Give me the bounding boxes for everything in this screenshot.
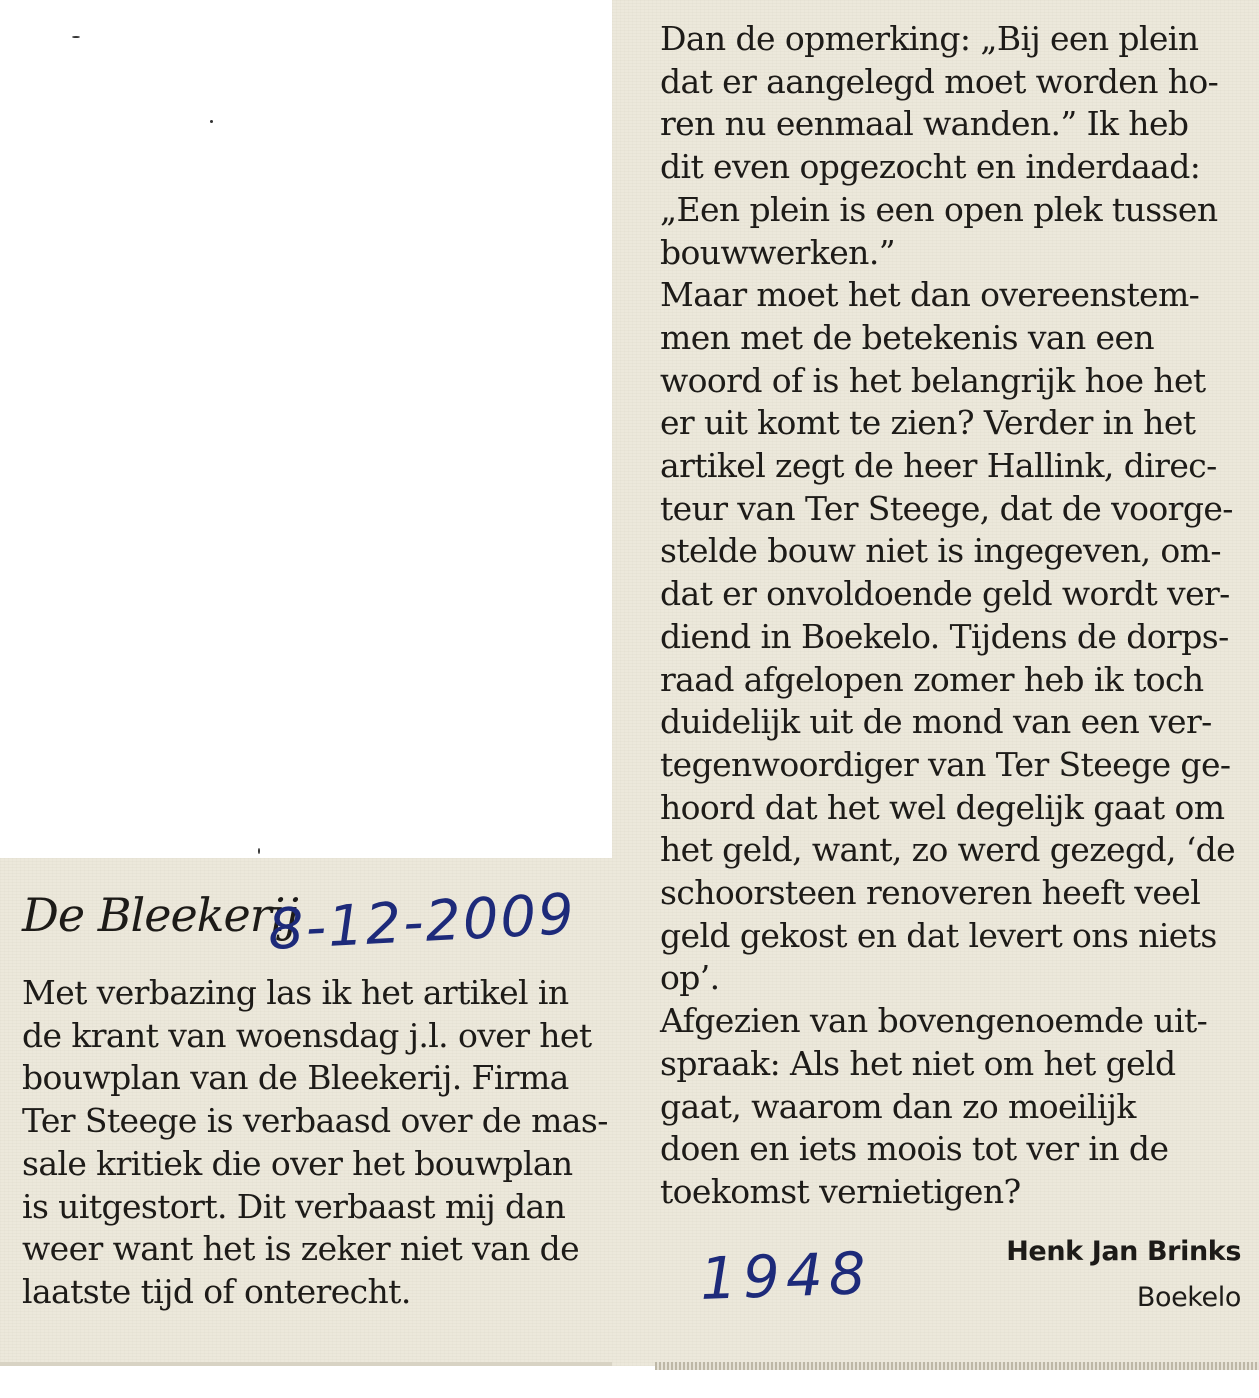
handwritten-year: 1948 — [698, 1239, 873, 1313]
text-line: Afgezien van bovengenoemde uit- — [660, 1001, 1208, 1041]
text-line: teur van Ter Steege, dat de voorge- — [660, 488, 1233, 528]
handwritten-date: 8-12-2009 — [266, 881, 578, 964]
text-line: raad afgelopen zomer heb ik toch — [660, 659, 1204, 699]
text-line: sale kritiek die over het bouwplan — [22, 1143, 573, 1183]
text-line: bouwplan van de Bleekerij. Firma — [22, 1058, 569, 1098]
text-line: ren nu eenmaal wanden.” Ik heb — [660, 104, 1189, 144]
text-line: duidelijk uit de mond van een ver- — [660, 702, 1212, 742]
text-line: Maar moet het dan overeenstem- — [660, 275, 1200, 315]
text-line: laatste tijd of onterecht. — [22, 1271, 411, 1311]
text-line: dat er onvoldoende geld wordt ver- — [660, 574, 1230, 614]
text-line: schoorsteen renoveren heeft veel — [660, 873, 1201, 913]
article-title: De Bleekerij — [22, 888, 298, 942]
text-line: bouwwerken.” — [660, 232, 895, 272]
text-line: dat er aangelegd moet worden ho- — [660, 61, 1219, 101]
text-line: doen en iets moois tot ver in de — [660, 1129, 1169, 1169]
torn-edge — [655, 1362, 1259, 1370]
text-line: geld gekost en dat levert ons niets — [660, 915, 1217, 955]
text-line: Ter Steege is verbaasd over de mas- — [22, 1101, 608, 1141]
text-line: is uitgestort. Dit verbaast mij dan — [22, 1186, 566, 1226]
text-line: stelde bouw niet is ingegeven, om- — [660, 531, 1221, 571]
text-line: de krant van woensdag j.l. over het — [22, 1015, 592, 1055]
text-line: men met de betekenis van een — [660, 317, 1155, 357]
text-line: dit even opgezocht en inderdaad: — [660, 147, 1201, 187]
letter-continuation-column — [660, 18, 1250, 1214]
text-line: er uit komt te zien? Verder in het — [660, 403, 1196, 443]
text-line: spraak: Als het niet om het geld — [660, 1043, 1176, 1083]
text-line: artikel zegt de heer Hallink, direc- — [660, 446, 1217, 486]
author-place: Boekelo — [1136, 1282, 1241, 1313]
author-name: Henk Jan Brinks — [1006, 1236, 1241, 1267]
text-line: Met verbazing las ik het artikel in — [22, 973, 569, 1012]
text-line: „Een plein is een open plek tussen — [660, 189, 1218, 229]
letter-opening-column — [22, 972, 607, 1314]
text-line: het geld, want, zo werd gezegd, ‘de — [660, 830, 1236, 870]
scan-speck — [210, 120, 213, 123]
scan-speck — [72, 36, 80, 38]
text-line: hoord dat het wel degelijk gaat om — [660, 787, 1225, 827]
text-line: gaat, waarom dan zo moeilijk — [660, 1086, 1136, 1126]
text-line: Dan de opmerking: „Bij een plein — [660, 19, 1199, 58]
text-line: woord of is het belangrijk hoe het — [660, 360, 1206, 400]
scan-speck — [258, 848, 260, 854]
text-line: toekomst vernietigen? — [660, 1171, 1021, 1211]
text-line: tegenwoordiger van Ter Steege ge- — [660, 744, 1231, 784]
clipping-bottom-edge — [0, 1362, 612, 1366]
text-line: op’. — [660, 958, 720, 998]
text-line: diend in Boekelo. Tijdens de dorps- — [660, 616, 1229, 656]
text-line: weer want het is zeker niet van de — [22, 1229, 580, 1269]
